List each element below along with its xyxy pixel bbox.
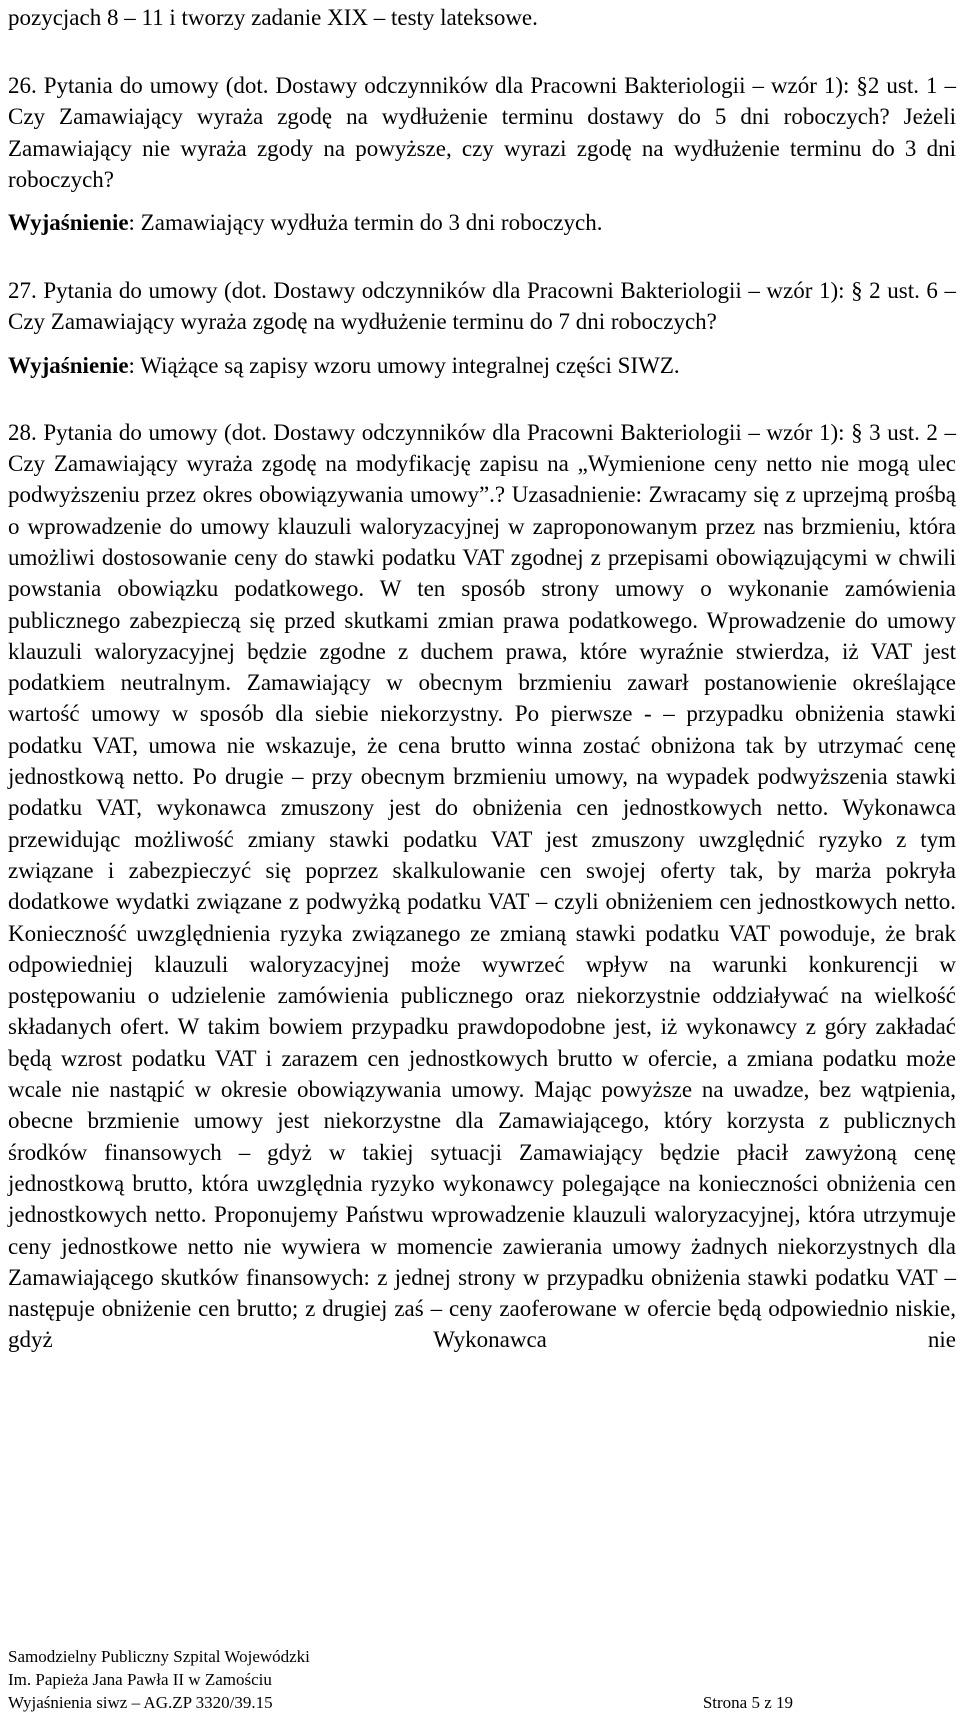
explanation-27-answer: : Wiążące są zapisy wzoru umowy integralnej części SIWZ. [128,352,680,378]
page-footer [8,1645,956,1714]
footer-page-number: Strona 5 z 19 [702,1693,793,1712]
question-28-text: 28. Pytania do umowy (dot. Dostawy odczynników dla Pracowni Bakteriologii – wzór 1): § 3 ust. 2 – Czy Zamawiający wyraża zgodę na modyfikację zapisu na „Wymienione ceny netto nie mogą ulec podwyższeniu przez okres obowiązywania umowy”.? Uzasadnienie: Zwracamy się z uprzejmą prośbą o wprowadzenie do umowy klauzuli waloryzacyjnej w zaproponowanym przez nas brzmieniu, która umożliwi dostosowanie ceny do stawki podatku VAT zgodnej z przepisami obowiązującymi w chwili powstania obowiązku podatkowego. W ten sposób strony umowy o wykonanie zamówienia publicznego zabezpieczą się przed skutkami zmian prawa podatkowego. Wprowadzenie do umowy klauzuli waloryzacyjnej będzie zgodne z duchem prawa, które wyraźnie stwierdza, iż VAT jest podatkiem neutralnym. Zamawiający w obecnym brzmieniu zawarł postanowienie określające wartość umowy w sposób dla siebie niekorzystny. Po pierwsze - – przypadku obniżenia stawki podatku VAT, umowa nie wskazuje, że cena brutto winna zostać obniżona tak by utrzymać cenę jednostkową netto. Po drugie – przy obecnym brzmieniu umowy, na wypadek podwyższenia stawki podatku VAT, wykonawca zmuszony jest do obniżenia cen jednostkowych netto. Wykonawca przewidując możliwość zmiany stawki podatku VAT jest zmuszony uwzględnić ryzyko z tym związane i zabezpieczyć się poprzez skalkulowanie cen swojej oferty tak, by marża pokryła dodatkowe wydatki związane z podwyżką podatku VAT – czyli obniżeniem cen jednostkowych netto. Konieczność uwzględnienia ryzyka związanego ze zmianą stawki podatku VAT powoduje, że brak odpowiedniej klauzuli waloryzacyjnej może wywrzeć wpływ na warunki konkurencji w postępowaniu o udzielenie zamówienia publicznego oraz niekorzystnie oddziaływać na wielkość składanych ofert. W takim bowiem przypadku prawdopodobne jest, iż wykonawcy z góry zakładać będą wzrost podatku VAT i zarazem cen jednostkowych brutto w ofercie, a zmiana podatku może wcale nie nastąpić w okresie obowiązywania umowy. Mając powyższe na uwadze, bez wątpienia, obecne brzmienie umowy jest niekorzystne dla Zamawiającego, który korzysta z publicznych środków finansowych – gdyż w takiej sytuacji Zamawiający będzie płacił zawyżoną cenę jednostkową brutto, która uwzględnia ryzyko wykonawcy polegające na konieczności obniżenia cen jednostkowych netto. Proponujemy Państwu wprowadzenie klauzuli waloryzacyjnej, która utrzymuje ceny jednostkowe netto nie wywiera w momencie zawierania umowy żadnych niekorzystnych dla Zamawiającego skutków finansowych: z jednej strony w przypadku obniżenia stawki podatku VAT – następuje obniżenie cen brutto; z drugiej zaś – ceny zaoferowane w ofercie będą odpowiednio niskie, gdyż Wykonawca nie [8,419,956,1353]
footer-bottom-row [8,1691,956,1714]
question-26-block [8,70,956,238]
question-28-block [8,417,956,1356]
explanation-27-label: Wyjaśnienie [8,352,129,378]
explanation-26-answer: : Zamawiający wydłuża termin do 3 dni roboczych. [128,210,603,236]
footer-hospital-subtitle: Im. Papieża Jana Pawła II w Zamościu [8,1670,272,1689]
document-body [8,0,956,1356]
intro-paragraph: pozycjach 8 – 11 i tworzy zadanie XIX – testy lateksowe. [8,5,538,30]
explanation-26 [8,207,956,238]
question-27-block [8,275,956,381]
question-27-text: 27. Pytania do umowy (dot. Dostawy odczynników dla Pracowni Bakteriologii – wzór 1): § 2 ust. 6 – Czy Zamawiający wyraża zgodę na wydłużenie terminu do 7 dni roboczych? [8,278,956,335]
explanation-26-label: Wyjaśnienie [8,210,129,236]
footer-document-reference: Wyjaśnienia siwz – AG.ZP 3320/39.15 [8,1693,273,1712]
question-26-text: 26. Pytania do umowy (dot. Dostawy odczynników dla Pracowni Bakteriologii – wzór 1): §2 ust. 1 – Czy Zamawiający wyraża zgodę na wydłużenie terminu dostawy do 5 dni roboczych? Jeżeli Zamawiający nie wyraża zgody na powyższe, czy wyrazi zgodę na wydłużenie terminu do 3 dni roboczych? [8,73,956,192]
footer-hospital-name: Samodzielny Publiczny Szpital Wojewódzki [8,1647,310,1666]
explanation-27 [8,350,956,381]
